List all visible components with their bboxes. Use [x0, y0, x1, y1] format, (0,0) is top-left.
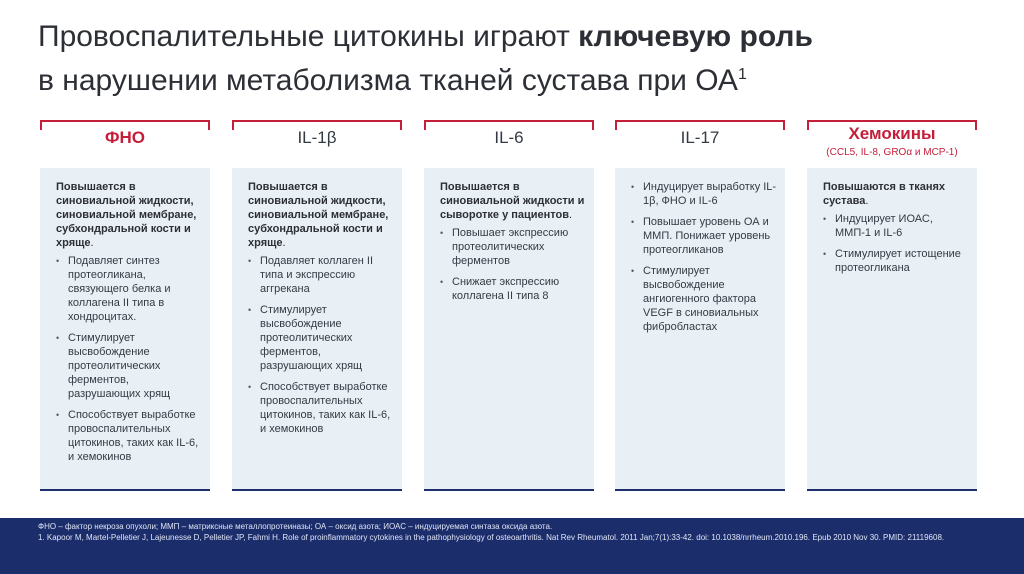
- list-item: • Индуцирует ИОАС, ММП-1 и IL-6: [823, 212, 969, 240]
- list-item: • Стимулирует высвобождение протеолитических ферментов, разрушающих хрящ: [248, 303, 394, 373]
- title-text-2: в нарушении метаболизма тканей сустава при ОА: [38, 64, 738, 97]
- header-text: Хемокины: [848, 124, 936, 143]
- list-item: • Снижает экспрессию коллагена II типа 8: [440, 275, 586, 303]
- lead-text: Повышаются в тканях сустава: [823, 181, 946, 207]
- lead-text: Повышается в синовиальной жидкости, синовиальной мембране, субхондральной кости и хряще: [56, 181, 197, 249]
- footer-abbreviations: ФНО – фактор некроза опухоли; ММП – матриксные металлопротеиназы; ОА – оксид азота; ИОАС – индуцируемая синтаза оксида азота.: [38, 522, 553, 531]
- column-header: IL-1β: [297, 128, 337, 147]
- column-lead: [440, 180, 586, 222]
- footer: [0, 518, 1024, 574]
- column-lead: [56, 180, 202, 250]
- lead-text: Повышается в синовиальной жидкости, синовиальной мембране, субхондральной кости и хряще: [248, 181, 389, 249]
- column-list: [823, 212, 969, 275]
- column-body: [807, 168, 977, 491]
- footer-reference: 1. Kapoor M, Martel-Pelletier J, Lajeunesse D, Pelletier JP, Fahmi H. Role of proinflammatory cytokines in the pathophysiology of osteoarthritis. Nat Rev Rheumatol. 2011 Jan;7(1):33-42. doi: 10.1038/nrrheum.2010.196. Epub 2010 Nov 30. PMID: 21119608.: [38, 532, 945, 542]
- list-item: • Индуцирует выработку IL-1β, ФНО и IL-6: [631, 180, 777, 208]
- list-item: • Способствует выработке провоспалительных цитокинов, таких как IL-6, и хемокинов: [56, 408, 202, 464]
- column-list: [631, 180, 777, 334]
- column-list: [248, 254, 394, 436]
- list-item: • Подавляет коллаген II типа и экспрессию аггрекана: [248, 254, 394, 296]
- list-item: • Способствует выработке провоспалительных цитокинов, таких как IL-6, и хемокинов: [248, 380, 394, 436]
- lead-tail: .: [282, 237, 286, 249]
- column-body: [40, 168, 210, 491]
- column-lead: [248, 180, 394, 250]
- lead-text: Повышается в синовиальной жидкости и сыворотке у пациентов: [440, 181, 585, 221]
- column-header: IL-6: [494, 128, 524, 147]
- column-body: [615, 168, 785, 491]
- title-text: Провоспалительные цитокины играют: [38, 20, 579, 53]
- column-lead: [823, 180, 969, 208]
- column-header: ФНО: [104, 128, 145, 147]
- title-emphasis: ключевую роль: [578, 20, 813, 53]
- title-line-2: [38, 56, 998, 100]
- column-list: [440, 226, 586, 303]
- column-list: [56, 254, 202, 464]
- list-item: • Повышает уровень ОА и ММП. Понижает уровень протеогликанов: [631, 215, 777, 257]
- column-body: [232, 168, 402, 491]
- column-header: [807, 124, 977, 158]
- title-line-1: [38, 18, 998, 56]
- column-subheader: (CCL5, IL-8, GROα и MCP-1): [826, 147, 958, 158]
- lead-tail: .: [569, 209, 573, 221]
- list-item: • Стимулирует истощение протеогликана: [823, 247, 969, 275]
- column-header: IL-17: [680, 128, 720, 147]
- lead-tail: .: [865, 195, 869, 207]
- list-item: • Подавляет синтез протеогликана, связующего белка и коллагена II типа в хондроцитах.: [56, 254, 202, 324]
- title-footnote-ref: 1: [737, 66, 747, 83]
- list-item: • Стимулирует высвобождение протеолитических ферментов, разрушающих хрящ: [56, 331, 202, 401]
- lead-tail: .: [90, 237, 94, 249]
- list-item: • Стимулирует высвобождение ангиогенного фактора VEGF в синовиальных фибробластах: [631, 264, 777, 334]
- slide-title: [38, 18, 998, 100]
- list-item: • Повышает экспрессию протеолитических ферментов: [440, 226, 586, 268]
- column-body: [424, 168, 594, 491]
